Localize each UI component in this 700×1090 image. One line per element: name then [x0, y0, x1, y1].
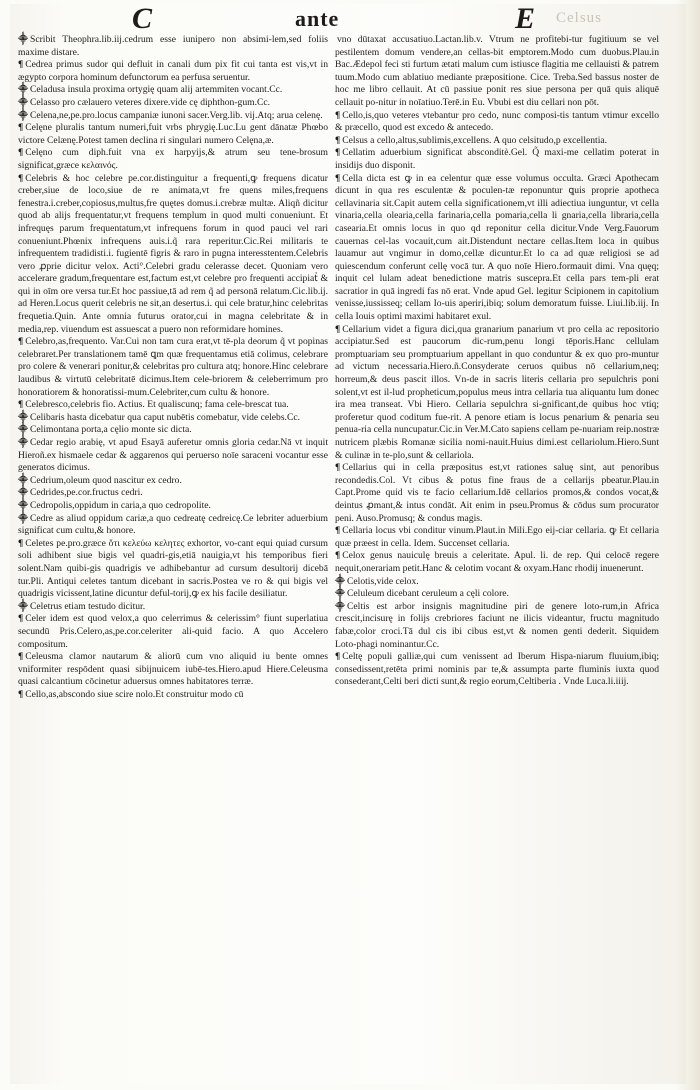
paragraph-mark-icon: ¶ [18, 613, 24, 625]
dictionary-entry [18, 475, 328, 488]
dictionary-entry [18, 538, 328, 601]
paragraph-mark-icon: ⸎ [335, 588, 345, 600]
paragraph-mark-icon: ¶ [335, 134, 341, 146]
running-head: ante [295, 6, 340, 31]
entry-text: Celibaris hasta dicebatur qua caput nubētis comebatur, vide celebs.Cc. [30, 411, 301, 423]
entry-text: Celebresco,celebris fio. Actius. Et qualiscunq; fama cele‑brescat tua. [25, 399, 289, 411]
dictionary-entry [335, 147, 659, 172]
paragraph-mark-icon: ⸎ [18, 109, 28, 121]
paragraph-mark-icon: ¶ [18, 399, 24, 411]
dictionary-entry [335, 576, 659, 589]
dictionary-entry [18, 601, 328, 614]
paragraph-mark-icon: ⸎ [18, 487, 28, 499]
entry-text: Celetrus etiam testudo dicitur. [30, 600, 146, 612]
decorative-initial-left: C [132, 2, 153, 35]
bleed-through-text: Celsus [556, 10, 603, 26]
left-column [18, 34, 328, 701]
dictionary-entry [18, 84, 328, 97]
dictionary-entry [335, 173, 659, 324]
paragraph-mark-icon: ⸎ [18, 512, 28, 524]
entry-text: Celer idem est quod velox,a quo celerrimus & celerissim° fiunt superlatiua secundū Pris.Celero,as,pe.cor.celeriter ali‑quid facio. A quo Accelero compositum. [18, 613, 328, 650]
paragraph-mark-icon: ⸎ [335, 600, 345, 612]
entry-text: Celęne pluralis tantum numeri,fuit vrbs phrygię.Luc.Lu gent dānatæ Phœbo victore Celænę.Potest tamen declina ri singulari numero Celęna,æ. [18, 122, 328, 146]
entry-text: Cello,is,quo veteres vtebantur pro cedo, nunc composi‑tis tantum vtimur excello & præcello, quod est excedo & antecedo. [335, 109, 659, 134]
paragraph-mark-icon: ¶ [18, 122, 24, 134]
entry-text: Celtis est arbor insignis magnitudine piri de genere loto‑rum,in Africa crescit,incisurę in folijs crebriores faciunt ne ilicis videantur, fructu magnitudo fabæ,color croci.Tā dul cis ibi cibus est,vt & nomen genti dederit. Siquidem Loto‑phagi nominantur.Cc. [335, 600, 659, 650]
dictionary-entry [18, 500, 328, 513]
dictionary-entry [18, 34, 328, 59]
entry-text: Cedrium,oleum quod nascitur ex cedro. [30, 474, 182, 486]
dictionary-entry [18, 424, 328, 437]
dictionary-entry [335, 601, 659, 651]
dictionary-entry [18, 437, 328, 475]
paragraph-mark-icon: ¶ [18, 59, 24, 71]
dictionary-entry [335, 588, 659, 601]
entry-text: Celuleum dicebant ceruleum a cęli colore. [347, 588, 509, 600]
paragraph-mark-icon: ¶ [335, 147, 341, 159]
paragraph-mark-icon: ¶ [335, 550, 341, 562]
entry-text: Cedre as aliud oppidum cariæ,a quo cedreatę cedreicę.Ce lebriter aduerbium significat cum cultu,& honore. [18, 512, 328, 537]
paragraph-mark-icon: ¶ [335, 323, 341, 335]
paragraph-mark-icon: ⸎ [18, 34, 28, 45]
entry-text: Celtę populi galliæ,qui cum venissent ad Iberum Hispa‑niarum fluuium,ibiq; consedissent,retēta primi nominis par te,& assumpta parte fluminis iuxta quod consederant,Celti beri dicti sunt,& regio eorum,Celtiberia . Vnde Luca.li.iiij. [335, 651, 659, 688]
paragraph-mark-icon: ¶ [18, 172, 24, 184]
entry-text: Cedrea primus sudor qui defluit in canali dum pix fit cui tanta est vis,vt in ægypto corpora hominum defunctorum ea perfusa seruentur. [18, 59, 328, 83]
entry-text: Celsus a cello,altus,sublimis,excellens. A quo celsitudo,p excellentia. [342, 134, 608, 146]
paragraph-mark-icon: ¶ [18, 336, 24, 348]
dictionary-entry [18, 147, 328, 172]
paragraph-mark-icon: ⸎ [18, 499, 28, 511]
dictionary-entry [18, 399, 328, 412]
entry-text: Celebro,as,frequento. Var.Cui non tam cura erat,vt tē‑pla deorum q̃ vt popinas celebraret.Per translationem tamē ꝗm quæ frequentamus etiā colimus, celebrare pro colere & venerari ponitur,& celebritas pro cultura atq; honore.Hinc celebrare laudibus & virtutū celebritatē dicimus.Item cele‑briorem & celeberrimum pro honoratiorem & honoratissi‑mum.Celebriter,cum cultu & honore. [18, 336, 328, 398]
page-header [10, 4, 686, 34]
entry-text: Celimontana porta,a cęlio monte sic dicta. [30, 424, 192, 436]
entry-text: Scribit Theophra.lib.iij.cedrum esse iunipero non absimi‑lem,sed foliis maxime distare. [18, 34, 328, 58]
entry-text: Celęno cum diph.fuit vna ex harpyijs,& atrum seu tene‑brosum significat,græce κελαινός. [18, 147, 328, 171]
paragraph-mark-icon: ⸎ [18, 411, 28, 423]
paragraph-mark-icon: ¶ [335, 525, 341, 537]
dictionary-entry [18, 487, 328, 500]
dictionary-entry [18, 651, 328, 689]
entry-text: Celena,ne,pe.pro.locus campaniæ iunoni sacer.Verg.lib. vij.Atq; arua celenę. [30, 109, 323, 121]
entry-text: Celasso pro cælauero veteres dixere.vide cę diphthon‑gum.Cc. [30, 96, 271, 108]
entry-text: Cella dicta est ꝙ in ea celentur quæ esse volumus occulta. Græci Apothecam dicunt in qua res esculentæ & poculen‑tæ reponuntur ꝗuis proprie apotheca cellavinaria sit.Capit autem cella significationem,vt illi adiectiua iunguntur, vt cella vinaria,cella olearia,cella farinaria,cella pomaria,cella li gnaria,cella libraria,cella casearia.Et omnis locus in quo qd reponitur cella dicitur.Vnde Verg.Fauorum cauernas cel‑las vocauit,cum ait.Distendunt nectare cellas.Item loca in quibus lauamur aut vngimur in domo,cellæ dicuntur.Et lo ca ad quæ religiosi se ad quiescendum conferunt cellę vocā tur. A quo noīe Hiero.formauit dimi. Vna quęq; inquit cel lulam adeat benedictione matris suscepra.Et cella pars tem‑pli erat sacratior in quā ingredi fas nō erat. Vnde apud Gel. legitur Scipionem in capitolium venisse,iussisseq; cellam Io‑uis aperiri,ibiq; solum demoratum fuisse. Liui.lib.iij. In cella Iouis optimi maximi habitaret exul. [335, 172, 659, 323]
paragraph-mark-icon: ¶ [335, 172, 341, 184]
paragraph-mark-icon: ⸎ [18, 600, 28, 612]
entry-text: Cedar regio arabię, vt apud Esayā auferetur omnis gloria cedar.Nā vt inquit Hieroñ.ex hismaele cedar & aggarenos qui peruerso noīe saraceni vocantur esse generatos dicimus. [18, 437, 328, 474]
dictionary-entry [335, 525, 659, 550]
dictionary-entry [335, 135, 659, 148]
dictionary-entry [18, 412, 328, 425]
dictionary-entry [18, 613, 328, 651]
entry-text: Cellarium videt a figura dici,qua granarium panarium vt pro cella ac repositorio accipiatur.Sed est paucorum dic‑rum,penu longi tēporis.Hanc cellulam promptuariam seu promptuarium appellant in quo conduntur & ex quo pro‑muntur ad victum necessaria.Hiero.ñ.Consyderate ceruos quibus nō cellarium,neq; horreum,& deus pascit illos. Vn‑de in sacris literis cellaria pro sepulchris poni solent,vt est il‑lud propheticum,populus meus intra cellaria tua aliquantu lum donec ira mea transeat. Vbi Hiero. Cellaria sepulchra si‑gnificant,de quibus hoc vtiq; proferetur quod coditum fue‑rit. A penore etiam is locus penarium & penaria seu penua‑ria cella nuncupatur.Cic.in Ver.M.Cato sapiens cellam pe‑nuariam reip.nostræ nutricem plæbis Romanæ sicilia nomi‑nauit.Huius dimi.est cellariolum.Hiero.Sunt & culinæ in te‑plo,sunt & cellariola. [335, 323, 659, 461]
dictionary-entry [18, 97, 328, 110]
entry-text: Cellaria locus vbi conditur vinum.Plaut.in Mili.Ego eij‑ciar cellaria. ꝙ Et cellaria quæ præest in cella. Idem. Succenset cellaria. [335, 525, 659, 549]
entry-text: Cellarius qui in cella præpositus est,vt rationes saluę sint, aut penoribus recondedis.Col. Vt cibus & potus fine fraus de a cellarijs pbeatur.Plau.in Capt.Prome quid vis te facio cellarium.Idē cellarios promos,& condos vocat,& deintus ꝓmant,& intus condāt. Ait enim in pseu.Promus & cōdus sum procurator peni. Auso.Promusq; & condus magis. [335, 462, 659, 524]
paragraph-mark-icon: ⸎ [18, 96, 28, 108]
right-column [335, 34, 659, 689]
entry-text: Cello,as,abscondo siue scire nolo.Et construitur modo cū [25, 688, 244, 700]
entry-text: Celebris & hoc celebre pe.cor.distinguitur a frequenti,ꝙ frequens dicatur creber,siue de loco,siue de re animata,vt fre quens miles,frequens fenestra.i.creber,copiosus,multus,fre quętes domus.i.crebræ multæ. Aliqñ dicitur quod ab alijs frequentatur,vt frequens templum in quod multi conueniunt. Et infrequęs parum frequentatum,vt infrequens forum in quod pauci vel rari conueniunt.Phœnix infrequens auis.i.q̃ rara reperitur.Cic.Rei militaris te infrequentem tradidisti.i. fugientē figris & raro in pugna interesstentem.Celebris vero ꝓprie dicitur velox. Acti°.Celebri gradu celerasse decet. Quoniam vero accelerare gradum,frequentare est,factum est,vt celebre pro frequenti accipiatᷣ & qui in oīm ore versa tur.Et hoc passiue,tā ad rem q̃ ad personā relatum.Cic.lib.ij. ad Heren.Locus querit celebris ne sit,an desertus.i. qui cele bratur,hinc celebritas frequetia.Quin. Ante omnia futurus orator,cui in magna celebritate & in media,rep. viuendum est assuescat a puero non reformidare homines. [18, 172, 328, 335]
paragraph-mark-icon: ¶ [335, 651, 341, 663]
dictionary-entry [18, 513, 328, 538]
entry-text: Celeusma clamor nautarum & aliorū cum vno aliquid iu bente omnes vniformiter respōdent quasi sibijnuicem iubē‑tes.Hiero.apud Hiere.Celeusma quasi calcantium cōcinetur aduersus omnes habitatores terræ. [18, 651, 328, 688]
entry-text: vno dūtaxat accusatiuo.Lactan.lib.v. Vtrum ne profitebi‑tur fugitiuum se vel pestilentem domum vendere,an cellas‑bit emptorem.Modo cum duobus.Plau.in Bac.Ædepol feci sti furtum ætati malum cum istiusce flagitia me cellauisti & patrem tuum.Modo cum ablatiuo mediante præpositione. Cice. Treba.Sed bassus noster de hoc me libro cellauit. At cū passiue ponit res siue persona per quā quis aliquē cellauit po‑nitur in noīatiuo.Terē.in Eu. Vbubi est diu cellari non pōt. [335, 34, 659, 108]
dictionary-entry [18, 689, 328, 702]
paragraph-mark-icon: ¶ [18, 537, 24, 549]
dictionary-entry [335, 550, 659, 575]
dictionary-entry [335, 324, 659, 463]
dictionary-entry [335, 462, 659, 525]
entry-text: Cellatim aduerbium significat absconditè.Gel. Q̃ maxi‑me cellatim poterat in insidijs duo disponit. [335, 147, 659, 171]
decorative-initial-right: E [515, 2, 536, 35]
entry-text: Celetes pe.pro.græce ὄτι κελεύω κελητες exhortor, vo‑cant equi quiad cursum soli adhibent siue bigis vel quadri‑gis,etiā nauigia,vt his temporibus fieri solent.Nam quibi‑gis quadrigis ve adhibebantur ad cursum desultorij dicebā tur.Pli. Antiqui celetes tantum dicebant in sacris.Postea ve ro & qui bigis vel quadrigis vicissent,latine dicuntur deful‑torij,ꝙ ex his facile desiliatur. [18, 537, 328, 600]
paragraph-mark-icon: ⸎ [335, 575, 345, 587]
paragraph-mark-icon: ⸎ [18, 437, 28, 448]
entry-text: Celadusa insula proxima ortygię quam alij artemmiten vocant.Cc. [30, 84, 283, 96]
entry-text: Cedropolis,oppidum in caria,a quo cedropolite. [30, 499, 211, 511]
entry-text: Celotis,vide celox. [347, 575, 419, 587]
dictionary-entry [18, 110, 328, 123]
paragraph-mark-icon: ¶ [335, 109, 341, 121]
entry-text: Celox genus nauiculę breuis a celeritate. Apul. li. de rep. Qui celocē regere nequit,onerariam petit.Hanc & celotim vocant & oxyam.Hanc rhodij inuenerunt. [335, 550, 659, 574]
dictionary-entry [18, 122, 328, 147]
dictionary-entry [18, 336, 328, 399]
paragraph-mark-icon: ¶ [335, 462, 341, 474]
paragraph-mark-icon: ¶ [18, 147, 24, 159]
page-edge-shading [676, 0, 700, 1090]
paragraph-mark-icon: ⸎ [18, 424, 28, 436]
paragraph-mark-icon: ¶ [18, 651, 24, 663]
dictionary-entry [18, 173, 328, 337]
dictionary-entry [335, 34, 659, 110]
paragraph-mark-icon: ¶ [18, 688, 24, 700]
dictionary-entry [335, 651, 659, 689]
entry-text: Cedrides,pe.cor.fructus cedri. [30, 487, 143, 499]
book-page [10, 4, 686, 1084]
dictionary-entry [18, 59, 328, 84]
paragraph-mark-icon: ⸎ [18, 474, 28, 486]
dictionary-entry [335, 110, 659, 135]
paragraph-mark-icon: ⸎ [18, 84, 28, 96]
